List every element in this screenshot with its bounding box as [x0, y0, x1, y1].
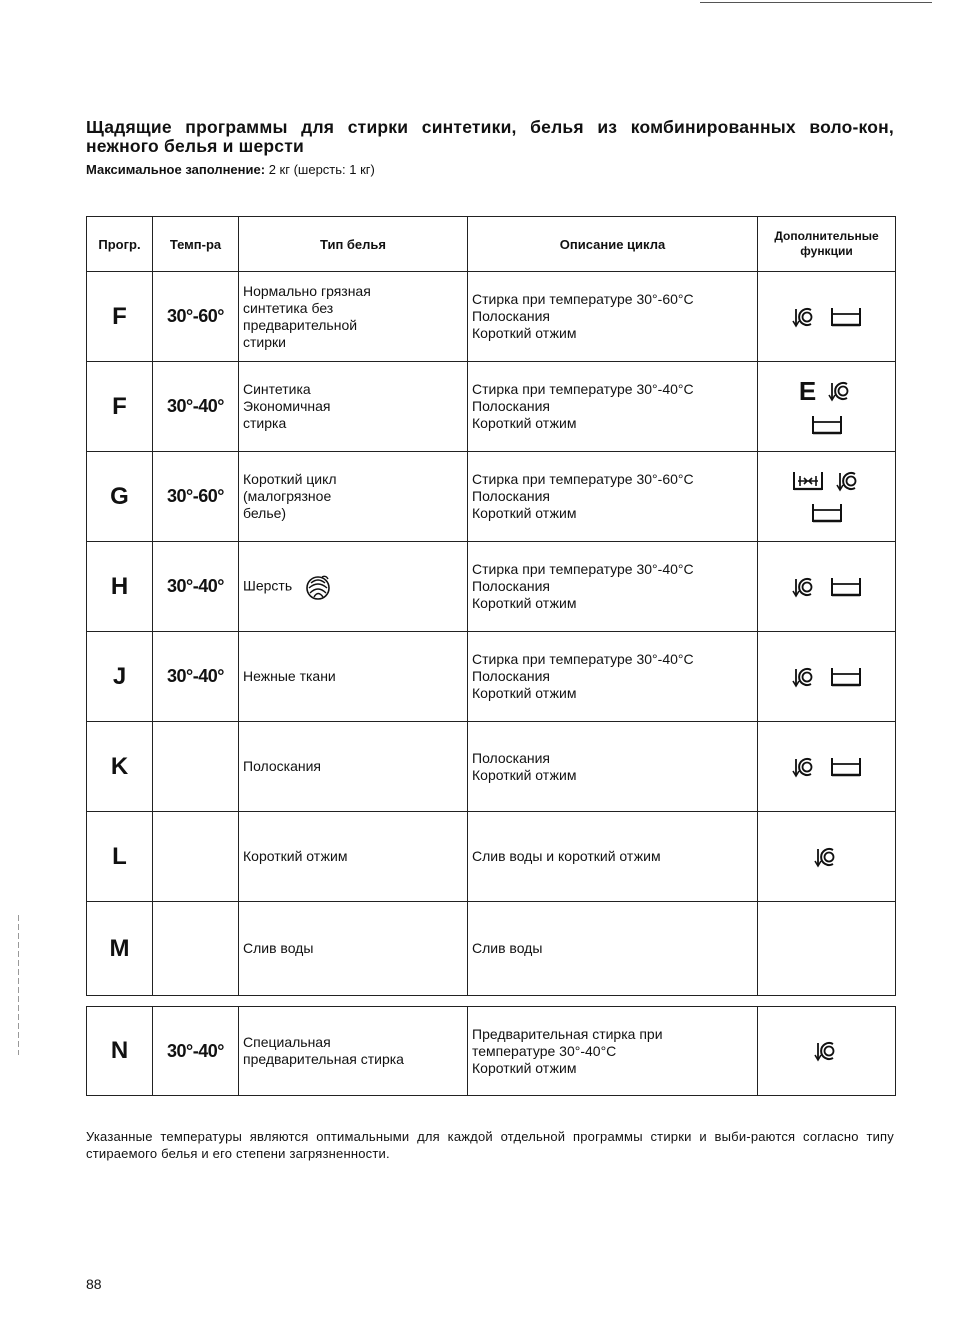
cycle-description — [468, 452, 758, 542]
laundry-type — [239, 542, 468, 632]
header-laundry-type: Тип белья — [239, 217, 468, 272]
spin-reduction-icon — [814, 846, 840, 868]
table-row — [87, 632, 896, 722]
cycle-description — [468, 362, 758, 452]
program-code: G — [87, 452, 153, 542]
extra-functions — [758, 812, 896, 902]
special-prewash-table — [86, 1006, 896, 1096]
laundry-type — [239, 362, 468, 452]
table-row — [87, 272, 896, 362]
table-row — [87, 542, 896, 632]
program-temperature — [153, 812, 239, 902]
program-temperature: 30°-40° — [153, 632, 239, 722]
laundry-type-text: Синтетика Экономичная стирка — [243, 381, 331, 431]
table-row — [87, 722, 896, 812]
cycle-description-text: Стирка при температуре 30°-60°C Полоскания Короткий отжим — [472, 471, 694, 521]
laundry-type-text: Полоскания — [243, 758, 322, 774]
max-load-label: Максимальное заполнение: — [86, 162, 266, 177]
program-code: L — [87, 812, 153, 902]
header-extra-functions: Дополнительные функции — [758, 217, 896, 272]
header-cycle-description: Описание цикла — [468, 217, 758, 272]
max-load-value: 2 кг (шерсть: 1 кг) — [268, 162, 375, 177]
cycle-description-text: Стирка при температуре 30°-40°C Полоскания Короткий отжим — [472, 651, 694, 701]
extra-functions — [758, 272, 896, 362]
program-code: M — [87, 902, 153, 996]
cycle-description — [468, 902, 758, 996]
table-row — [87, 902, 896, 996]
program-code: J — [87, 632, 153, 722]
rinse-hold-icon — [830, 576, 862, 598]
spin-reduction-icon — [792, 666, 818, 688]
rinse-hold-icon — [830, 756, 862, 778]
cycle-description-text: Стирка при температуре 30°-60°C Полоскания Короткий отжим — [472, 291, 694, 341]
program-code: F — [87, 362, 153, 452]
cycle-description-text: Стирка при температуре 30°-40°C Полоскания Короткий отжим — [472, 381, 694, 431]
program-code: K — [87, 722, 153, 812]
header-program: Прогр. — [87, 217, 153, 272]
program-code: H — [87, 542, 153, 632]
rinse-hold-icon — [830, 666, 862, 688]
table-row — [87, 812, 896, 902]
extra-functions — [758, 902, 896, 996]
spin-reduction-icon — [792, 576, 818, 598]
table-row — [87, 452, 896, 542]
program-temperature: 30°-40° — [153, 1007, 239, 1096]
laundry-type — [239, 632, 468, 722]
cycle-description-text: Стирка при температуре 30°-40°C Полоскания Короткий отжим — [472, 561, 694, 611]
extra-functions — [758, 632, 896, 722]
cycle-description — [468, 542, 758, 632]
laundry-type-text: Слив воды — [243, 940, 314, 956]
spin-reduction-icon — [814, 1040, 840, 1062]
rinse-hold-icon — [811, 502, 843, 524]
extra-functions — [758, 1007, 896, 1096]
laundry-type — [239, 902, 468, 996]
extra-functions — [758, 722, 896, 812]
laundry-type — [239, 812, 468, 902]
laundry-type-text: Нормально грязная синтетика без предварительной стирки — [243, 282, 371, 350]
program-temperature — [153, 902, 239, 996]
rinse-hold-icon — [830, 306, 862, 328]
page-title: Щадящие программы для стирки синтетики, белья из комбинированных воло-кон, нежного белья и шерсти — [86, 117, 894, 156]
spin-reduction-icon — [828, 380, 854, 402]
footnote: Указанные температуры являются оптимальными для каждой отдельной программы стирки и выби-раются согласно типу стираемого белья и его степени загрязненности. — [86, 1129, 894, 1161]
wool-icon — [304, 573, 332, 601]
spin-reduction-icon — [836, 470, 862, 492]
extra-functions — [758, 452, 896, 542]
cycle-description — [468, 1007, 758, 1096]
table-row — [87, 1007, 896, 1096]
program-code: F — [87, 272, 153, 362]
extra-functions — [758, 542, 896, 632]
margin-mark — [18, 915, 19, 1055]
spin-reduction-icon — [792, 756, 818, 778]
laundry-type — [239, 272, 468, 362]
table-row — [87, 362, 896, 452]
rinse-hold-icon — [811, 414, 843, 436]
laundry-type-text: Нежные ткани — [243, 668, 336, 684]
top-rule — [700, 2, 932, 3]
economy-icon: E — [798, 375, 817, 406]
extra-functions — [758, 362, 896, 452]
laundry-type — [239, 1007, 468, 1096]
cycle-description-text: Предварительная стирка при температуре 30°-40°C Короткий отжим — [472, 1025, 663, 1076]
table-header-row — [87, 217, 896, 272]
cycle-description-text: Полоскания Короткий отжим — [472, 749, 577, 783]
program-temperature — [153, 722, 239, 812]
laundry-type-text: Короткий цикл (малогрязное белье) — [243, 471, 337, 521]
cycle-description — [468, 272, 758, 362]
cycle-description — [468, 632, 758, 722]
program-temperature: 30°-60° — [153, 452, 239, 542]
spin-reduction-icon — [792, 306, 818, 328]
program-code: N — [87, 1007, 153, 1096]
program-temperature: 30°-40° — [153, 542, 239, 632]
laundry-type-text: Короткий отжим — [243, 848, 348, 864]
page-number: 88 — [86, 1276, 102, 1292]
laundry-type — [239, 452, 468, 542]
cycle-description — [468, 722, 758, 812]
program-temperature: 30°-60° — [153, 272, 239, 362]
short-cycle-icon — [792, 470, 824, 492]
cycle-description-text: Слив воды — [472, 940, 543, 956]
max-load — [86, 162, 375, 177]
laundry-type — [239, 722, 468, 812]
cycle-description-text: Слив воды и короткий отжим — [472, 848, 661, 864]
program-temperature: 30°-40° — [153, 362, 239, 452]
laundry-type-text: Специальная предварительная стирка — [243, 1034, 404, 1067]
cycle-description — [468, 812, 758, 902]
laundry-type-text: Шерсть — [243, 577, 293, 594]
programs-table — [86, 216, 896, 996]
header-temperature: Темп-ра — [153, 217, 239, 272]
